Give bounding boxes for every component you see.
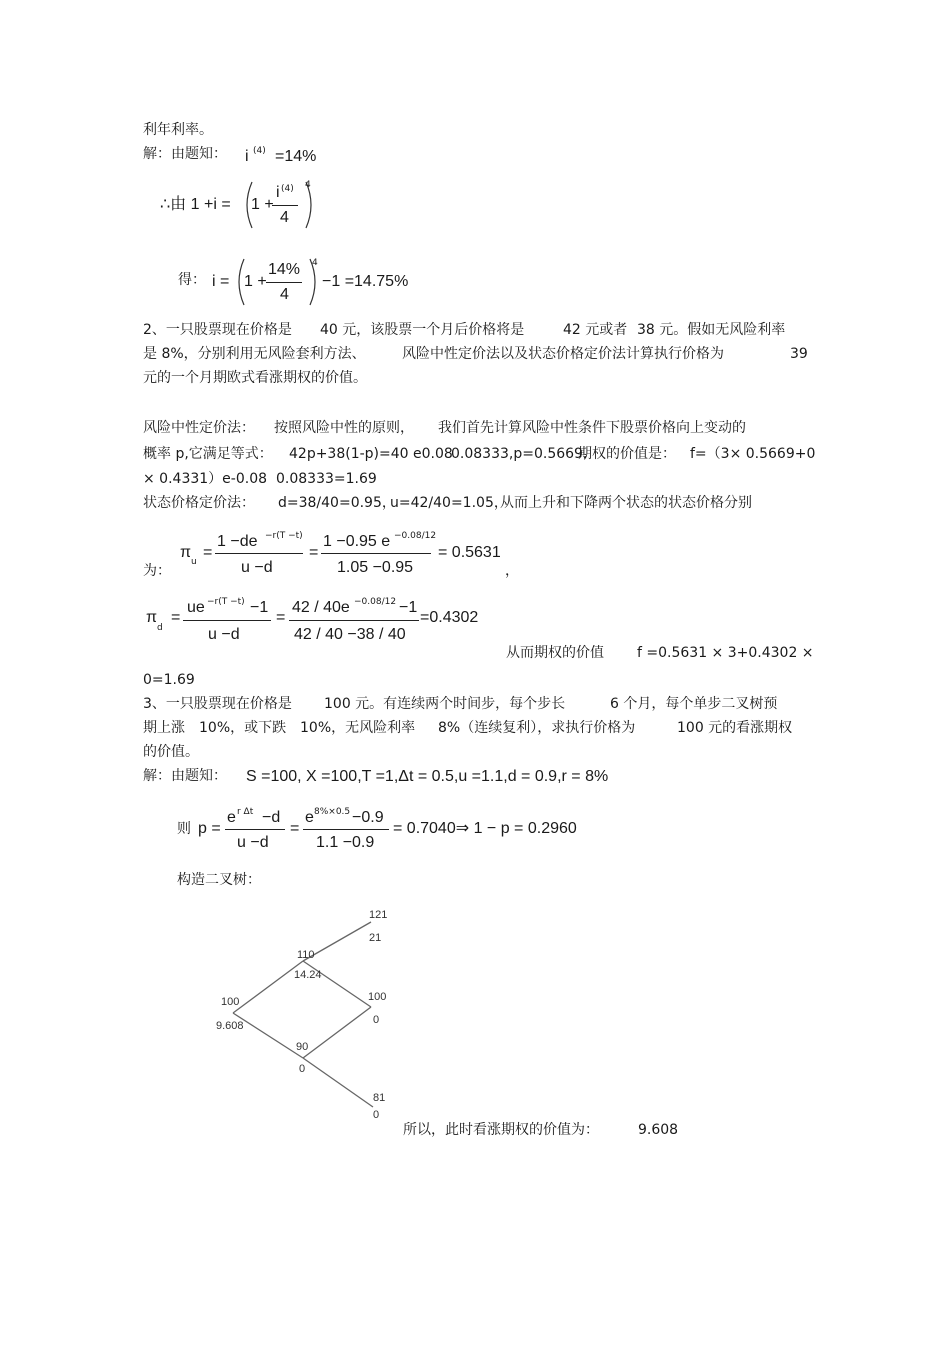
- tree-edge: [303, 1058, 373, 1107]
- question-text: 2、一只股票现在价格是: [143, 322, 292, 338]
- question-text: 100 元。有连续两个时间步，每个步长: [324, 696, 566, 712]
- body-text: 0.08333,p=0.5669,: [451, 446, 588, 462]
- tree-node-price: 81: [373, 1092, 386, 1104]
- tree-node-price: 100: [368, 991, 387, 1003]
- fraction-numerator: 1 −0.95 e: [323, 533, 391, 550]
- result-label: 得：: [178, 272, 206, 288]
- question-text: 42 元或者: [563, 322, 628, 338]
- math-var: i: [245, 148, 249, 165]
- formula-result: =0.4302: [420, 609, 479, 626]
- formula-lhs: p =: [198, 820, 221, 837]
- tree-edge: [303, 1007, 371, 1058]
- formula-lhs: i =: [212, 273, 230, 290]
- body-text: 从而期权的价值: [506, 645, 604, 661]
- math-value: =14%: [275, 148, 317, 165]
- question-text: 8%（连续复利），求执行价格为: [438, 720, 636, 736]
- body-text: 按照风险中性的原则，: [274, 420, 414, 436]
- question-text: 期上涨: [143, 720, 185, 736]
- punctuation: ，: [505, 563, 519, 579]
- fraction-numerator: −d: [262, 809, 281, 826]
- fraction-denominator: u −d: [208, 626, 240, 643]
- body-text: f =0.5631 × 3+0.4302 ×: [637, 645, 814, 661]
- pi-symbol: π: [146, 609, 158, 626]
- math-sup: −0.08/12: [394, 531, 437, 541]
- question-text: 40 元，该股票一个月后价格将是: [320, 322, 525, 338]
- fraction-numerator: −0.9: [352, 809, 384, 826]
- body-text: 则: [177, 821, 191, 837]
- body-text: d=38/40=0.95，: [278, 495, 396, 511]
- math-sup: (4): [253, 146, 266, 156]
- formula-result: = 0.5631: [438, 544, 501, 561]
- body-text: 0=1.69: [143, 672, 195, 688]
- solution-label: 解：由题知：: [143, 768, 227, 784]
- question-text: 是 8%，分别利用无风险套利方法、: [143, 346, 366, 362]
- tree-edge: [303, 961, 371, 1007]
- question-text: 元的一个月期欧式看涨期权的价值。: [143, 370, 367, 386]
- tree-edge: [233, 961, 303, 1013]
- tree-node-price: 100: [221, 996, 240, 1008]
- formula-result: −1 =14.75%: [322, 273, 409, 290]
- equals: =: [309, 544, 319, 561]
- method-heading: 风险中性定价法：: [143, 420, 255, 436]
- fraction-numerator: 14%: [268, 261, 301, 278]
- fraction-numerator: e: [227, 809, 236, 826]
- question-text: 6 个月，每个单步二叉树预: [610, 696, 778, 712]
- solution-label: 解：由题知：: [143, 146, 227, 162]
- question-text: 3、一只股票现在价格是: [143, 696, 292, 712]
- tree-node-value: 14.24: [294, 969, 322, 981]
- method-heading: 状态价格定价法：: [143, 495, 255, 511]
- math-sup: −0.08/12: [354, 597, 397, 607]
- equals: =: [290, 820, 300, 837]
- given-values: S =100, X =100,T =1,Δt = 0.5,u =1.1,d = 0.9,r = 8%: [246, 768, 609, 785]
- question-text: 10%，无风险利率: [300, 720, 416, 736]
- tree-node-value: 0: [373, 1109, 380, 1121]
- body-text: 42p+38(1-p)=40 e0.08: [289, 446, 453, 462]
- text-line: 利年利率。: [143, 122, 213, 138]
- equals: =: [203, 544, 213, 561]
- body-text: 0.08333=1.69: [276, 471, 377, 487]
- math-sup: 8%×0.5: [314, 807, 351, 817]
- fraction-numerator: 42 / 40e: [292, 599, 350, 616]
- body-text: f=（3× 0.5669+0: [690, 446, 816, 462]
- fraction-denominator: u −d: [237, 834, 269, 851]
- equals: =: [171, 609, 181, 626]
- math-sup: r Δt: [237, 807, 254, 817]
- math-sub: u: [191, 557, 197, 567]
- fraction-numerator: −1: [399, 599, 418, 616]
- body-text: 从而上升和下降两个状态的状态价格分别: [500, 495, 752, 511]
- tree-node-value: 21: [369, 932, 382, 944]
- math-sub: d: [157, 623, 163, 633]
- fraction-numerator: i: [276, 184, 280, 201]
- formula-result: = 0.7040⇒ 1 − p = 0.2960: [393, 820, 577, 837]
- question-text: 39: [790, 346, 808, 362]
- math-sup: (4): [281, 184, 294, 194]
- formula-part: 1 +: [251, 196, 274, 213]
- fraction-denominator: 1.1 −0.9: [316, 834, 375, 851]
- equals: =: [276, 609, 286, 626]
- body-text: 期权的价值是：: [578, 446, 676, 462]
- fraction-denominator: 42 / 40 −38 / 40: [294, 626, 406, 643]
- question-text: 风险中性定价法以及状态价格定价法计算执行价格为: [402, 346, 724, 362]
- exponent: 4: [305, 180, 311, 190]
- tree-node-price: 110: [297, 949, 315, 961]
- pi-symbol: π: [180, 544, 192, 561]
- body-text: × 0.4331）e-0.08: [143, 471, 268, 487]
- body-text: 我们首先计算风险中性条件下股票价格向上变动的: [438, 420, 746, 436]
- fraction-numerator: e: [305, 809, 314, 826]
- formula-lhs: ∴由 1 +i =: [160, 196, 231, 213]
- fraction-denominator: 4: [280, 209, 289, 226]
- math-sup: −r(T −t): [207, 597, 245, 607]
- question-text: 10%，或下跌: [199, 720, 287, 736]
- fraction-numerator: 1 −de: [217, 533, 258, 550]
- fraction-denominator: 4: [280, 286, 289, 303]
- question-text: 的价值。: [143, 744, 199, 760]
- body-text: 为：: [143, 563, 171, 579]
- tree-node-value: 9.608: [216, 1020, 244, 1032]
- fraction-denominator: u −d: [241, 559, 273, 576]
- body-text: 构造二叉树：: [177, 872, 261, 888]
- exponent: 4: [312, 258, 318, 268]
- question-text: 38 元。假如无风险利率: [637, 322, 786, 338]
- fraction-denominator: 1.05 −0.95: [337, 559, 414, 576]
- question-text: 100 元的看涨期权: [677, 720, 793, 736]
- formula-part: 1 +: [244, 273, 267, 290]
- fraction-numerator: ue: [187, 599, 205, 616]
- conclusion-value: 9.608: [638, 1122, 679, 1138]
- tree-node-value: 0: [373, 1014, 380, 1026]
- tree-node-price: 121: [369, 909, 388, 921]
- tree-node-price: 90: [296, 1041, 309, 1053]
- body-text: 概率 p,它满足等式：: [143, 446, 273, 462]
- body-text: u=42/40=1.05，: [390, 495, 508, 511]
- fraction-numerator: −1: [250, 599, 269, 616]
- conclusion-text: 所以，此时看涨期权的价值为：: [403, 1122, 599, 1138]
- tree-node-value: 0: [299, 1063, 306, 1075]
- math-sup: −r(T −t): [265, 531, 303, 541]
